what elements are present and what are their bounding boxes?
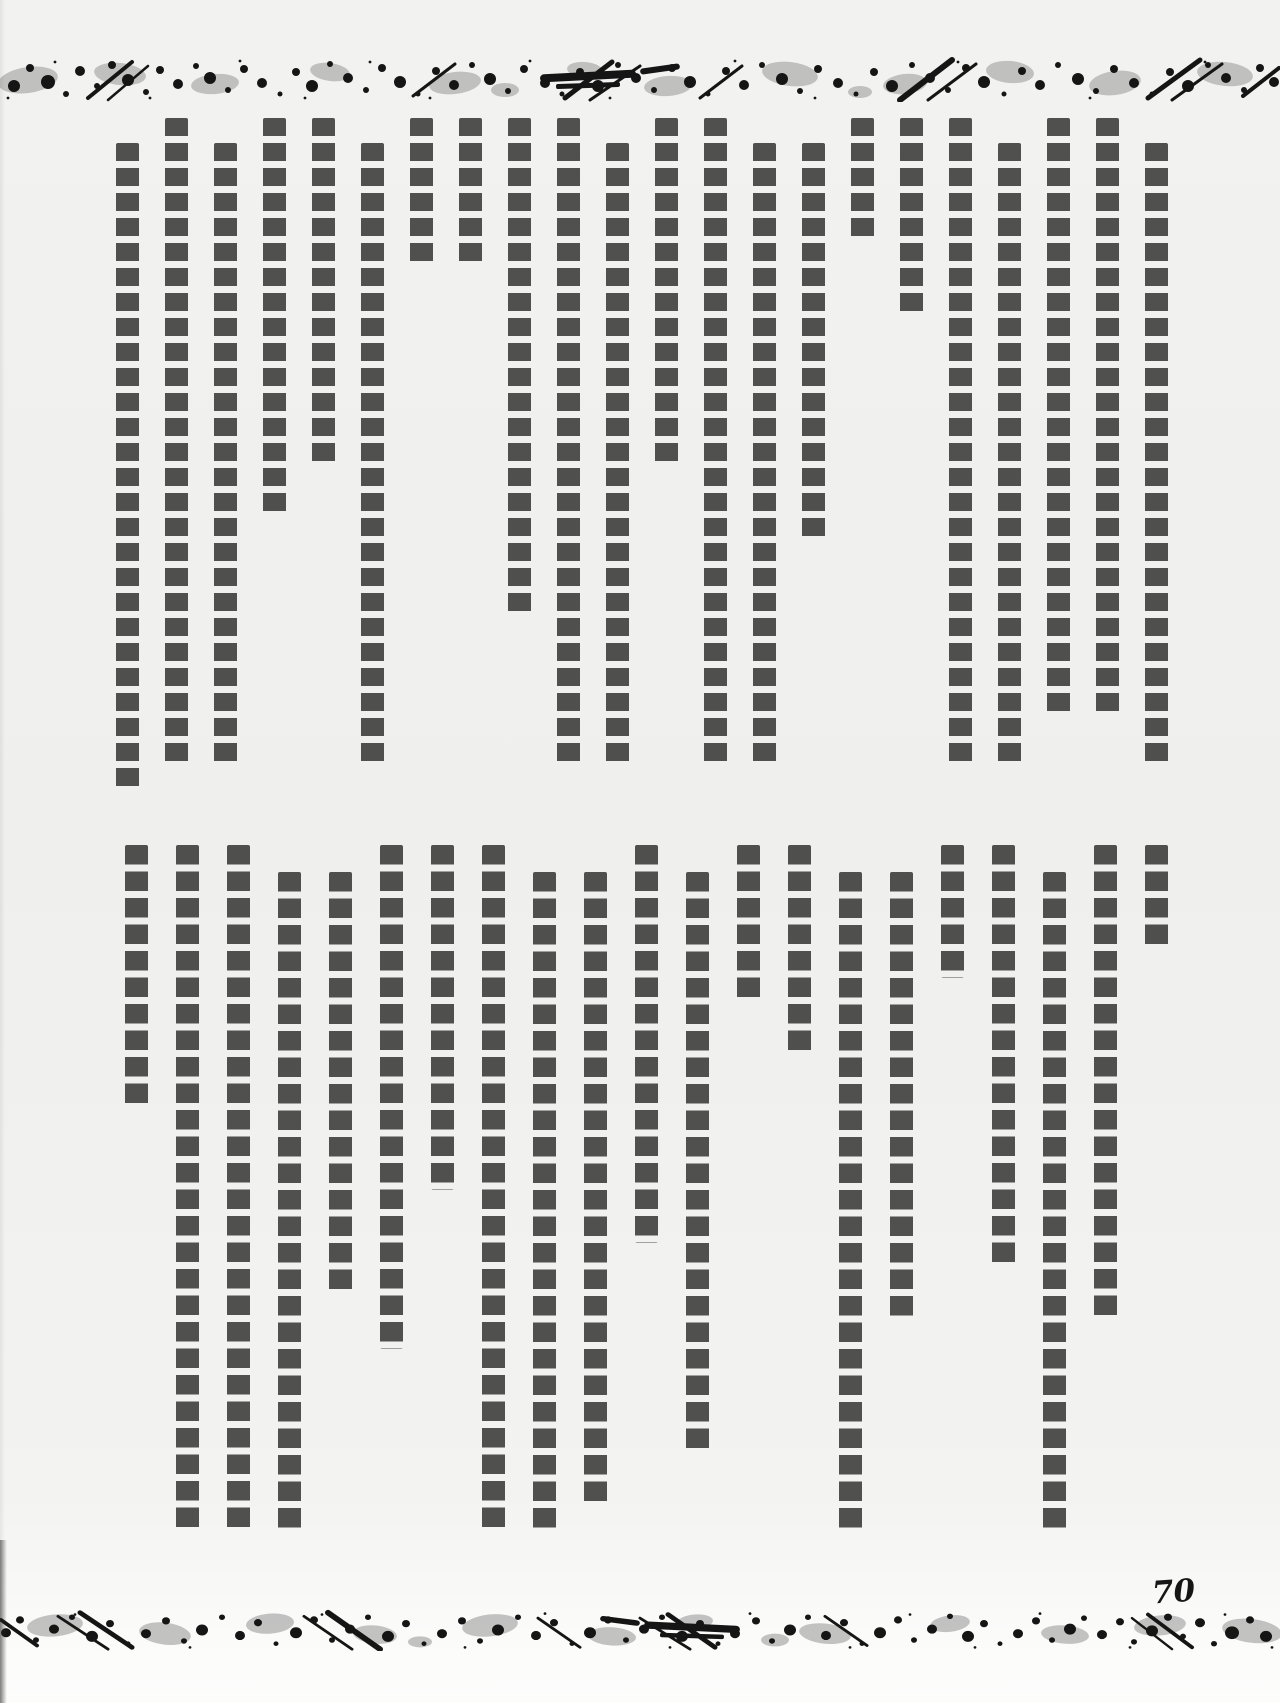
redacted-text-column [788, 845, 811, 1057]
redacted-text-column [1047, 118, 1070, 718]
text-block-bottom [125, 845, 1168, 1545]
redacted-text-column [686, 872, 709, 1455]
redacted-text-column [329, 872, 352, 1296]
redacted-text-column [1145, 845, 1168, 951]
redacted-text-column [606, 143, 629, 768]
redacted-text-column [941, 845, 964, 978]
redacted-text-column [508, 118, 531, 618]
text-block-top [116, 118, 1168, 818]
redacted-text-column [410, 118, 433, 268]
bottom-ink-splatter-band [0, 1609, 1280, 1651]
redacted-text-column [214, 143, 237, 768]
redacted-text-column [263, 118, 286, 518]
redacted-text-column [361, 143, 384, 768]
redacted-text-column [635, 845, 658, 1243]
redacted-text-column [459, 118, 482, 268]
page-edge-gradient [0, 0, 5, 1703]
page-number: 70 [1150, 1572, 1197, 1612]
redacted-text-column [165, 118, 188, 768]
redacted-text-column [839, 872, 862, 1535]
redacted-text-column [176, 845, 199, 1534]
redacted-text-column [802, 143, 825, 543]
redacted-text-column [431, 845, 454, 1190]
redacted-text-column [482, 845, 505, 1534]
redacted-text-column [949, 118, 972, 768]
redacted-text-column [851, 118, 874, 243]
redacted-text-column [533, 872, 556, 1535]
redacted-text-column [1096, 118, 1119, 718]
redacted-text-column [227, 845, 250, 1534]
redacted-text-column [992, 845, 1015, 1269]
redacted-text-column [737, 845, 760, 1004]
redacted-text-column [753, 143, 776, 768]
redacted-text-column [312, 118, 335, 468]
redacted-text-column [655, 118, 678, 468]
redacted-text-column [998, 143, 1021, 768]
redacted-text-column [1145, 143, 1168, 768]
redacted-text-column [278, 872, 301, 1535]
redacted-text-column [584, 872, 607, 1508]
redacted-text-column [1043, 872, 1066, 1535]
redacted-text-column [890, 872, 913, 1323]
redacted-text-column [125, 845, 148, 1110]
page-edge-shadow [0, 1540, 7, 1703]
redacted-text-column [557, 118, 580, 768]
redacted-text-column [704, 118, 727, 768]
redacted-text-column [900, 118, 923, 318]
redacted-text-column [1094, 845, 1117, 1322]
top-ink-splatter-band [0, 56, 1280, 102]
redacted-text-column [116, 143, 139, 793]
redacted-text-column [380, 845, 403, 1349]
